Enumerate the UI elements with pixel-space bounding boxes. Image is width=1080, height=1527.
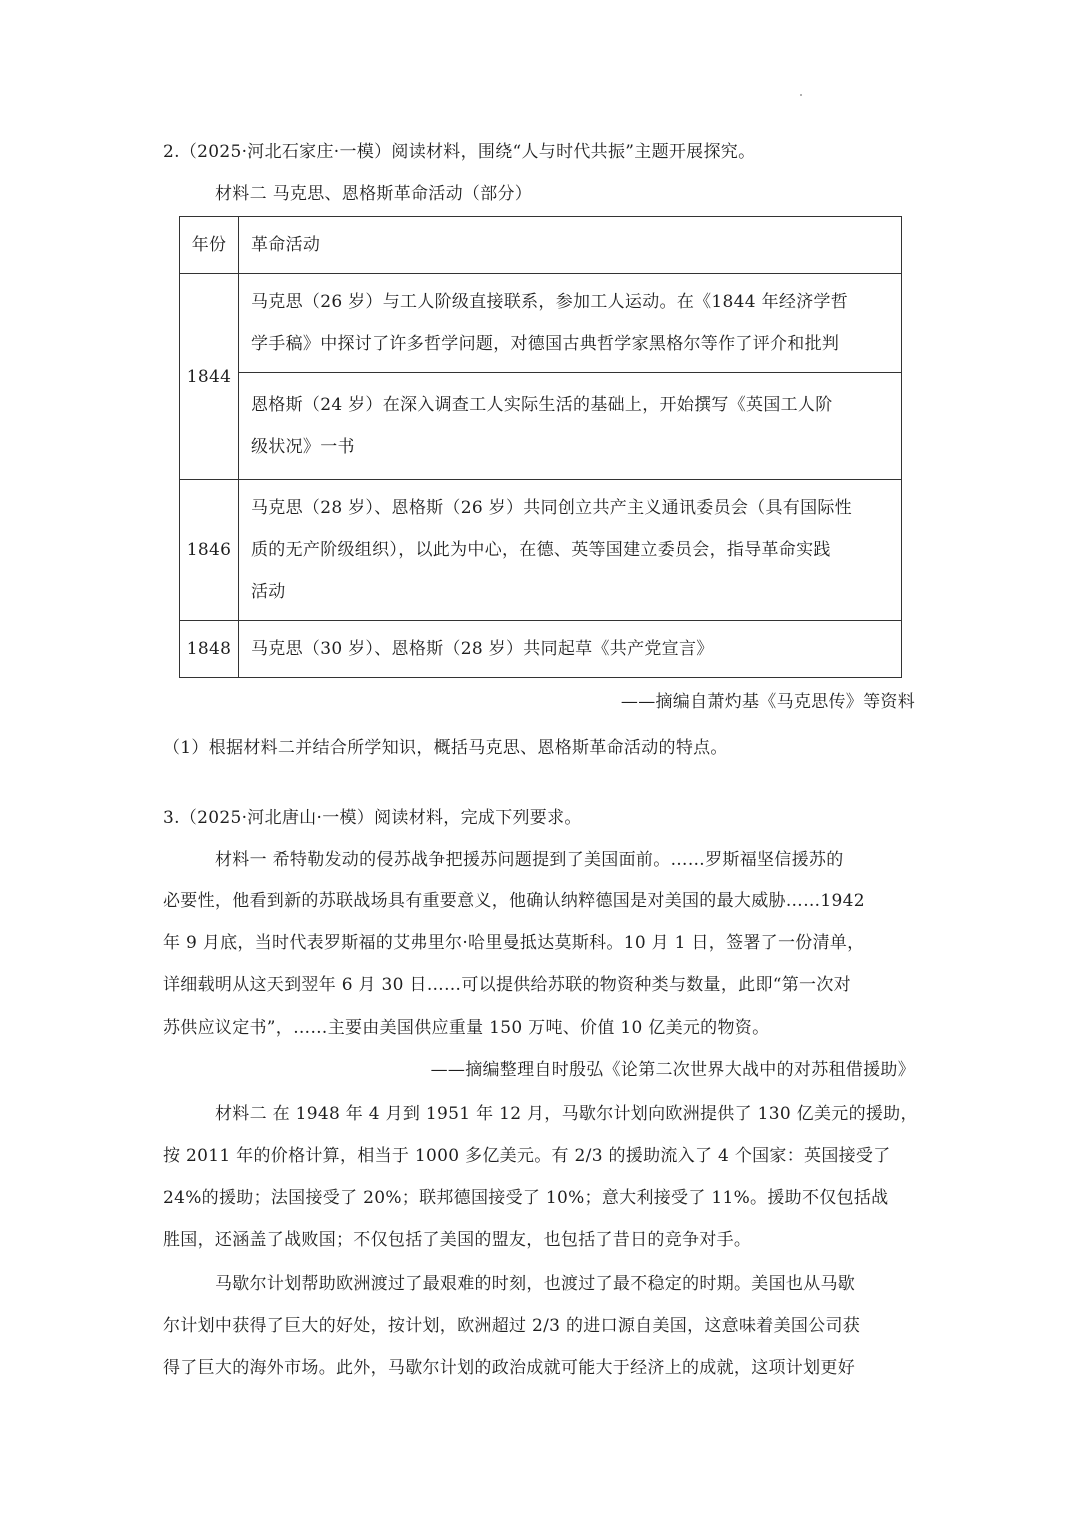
- q3-material2-line: 胜国，还涵盖了战败国；不仅包括了美国的盟友，也包括了昔日的竞争对手。: [163, 1230, 752, 1250]
- table-header-row: [180, 217, 902, 274]
- q3-stem: 3.（2025·河北唐山·一模）阅读材料，完成下列要求。: [163, 808, 582, 828]
- q2-material-title: 材料二 马克思、恩格斯革命活动（部分）: [215, 184, 533, 204]
- activity-line: 学手稿》中探讨了许多哲学问题，对德国古典哲学家黑格尔等作了评介和批判: [251, 334, 840, 354]
- q3-material2-line: 按 2011 年的价格计算，相当于 1000 多亿美元。有 2/3 的援助流入了 4 个国家：英国接受了: [163, 1146, 891, 1166]
- q3-material2-line: 24%的援助；法国接受了 20%；联邦德国接受了 10%；意大利接受了 11%。援助不仅包括战: [163, 1188, 889, 1208]
- q2-stem: 2.（2025·河北石家庄·一模）阅读材料，围绕“人与时代共振”主题开展探究。: [163, 142, 756, 162]
- q3-material1-line: 年 9 月底，当时代表罗斯福的艾弗里尔·哈里曼抵达莫斯科。10 月 1 日，签署了一份清单，: [163, 933, 865, 953]
- q3-material2-para2-line: 马歇尔计划帮助欧洲渡过了最艰难的时刻，也渡过了最不稳定的时期。美国也从马歇: [215, 1274, 856, 1294]
- row-year-1844: 1844: [180, 274, 239, 480]
- activity-line: 马克思（28 岁）、恩格斯（26 岁）共同创立共产主义通讯委员会（具有国际性: [251, 498, 852, 518]
- row-year-1848: 1848: [180, 621, 239, 678]
- activity-line: 级状况》一书: [251, 437, 355, 457]
- header-activity: 革命活动: [239, 217, 902, 274]
- q3-material2-para2-line: 得了巨大的海外市场。此外，马歇尔计划的政治成就可能大于经济上的成就，这项计划更好: [163, 1358, 855, 1378]
- activity-line: 马克思（26 岁）与工人阶级直接联系，参加工人运动。在《1844 年经济学哲: [251, 292, 849, 312]
- row-activity: [239, 621, 902, 678]
- q3-material2-para2-line: 尔计划中获得了巨大的好处，按计划，欧洲超过 2/3 的进口源自美国，这意味着美国公司获: [163, 1316, 861, 1336]
- row-activity: [239, 480, 902, 621]
- q3-material1-line: 详细载明从这天到翌年 6 月 30 日……可以提供给苏联的物资种类与数量，此即“第一次对: [163, 975, 851, 995]
- activity-line: 活动: [251, 582, 286, 602]
- activity-line: 质的无产阶级组织），以此为中心，在德、英等国建立委员会，指导革命实践: [251, 540, 831, 560]
- row-activity: [239, 274, 902, 373]
- q2-question-1: （1）根据材料二并结合所学知识，概括马克思、恩格斯革命活动的特点。: [163, 738, 728, 758]
- q3-material1-line: 材料一 希特勒发动的侵苏战争把援苏问题提到了美国面前。……罗斯福坚信援苏的: [215, 850, 844, 870]
- q3-material2-line: 材料二 在 1948 年 4 月到 1951 年 12 月，马歇尔计划向欧洲提供了 130 亿美元的援助，: [215, 1104, 918, 1124]
- revolutionary-activities-table: [179, 216, 902, 678]
- row-activity: [239, 373, 902, 480]
- scan-speck: [800, 94, 802, 96]
- activity-line: 马克思（30 岁）、恩格斯（28 岁）共同起草《共产党宣言》: [251, 639, 714, 659]
- q3-material1-line: 必要性，他看到新的苏联战场具有重要意义，他确认纳粹德国是对美国的最大威胁……1942: [163, 891, 865, 911]
- table-row: [180, 274, 902, 373]
- table-row: [180, 373, 902, 480]
- q3-material1-line: 苏供应议定书”，……主要由美国供应重量 150 万吨、价值 10 亿美元的物资。: [163, 1018, 770, 1038]
- q2-source: ——摘编自萧灼基《马克思传》等资料: [620, 692, 915, 712]
- activity-line: 恩格斯（24 岁）在深入调查工人实际生活的基础上，开始撰写《英国工人阶: [251, 395, 833, 415]
- table-row: [180, 480, 902, 621]
- header-year: 年份: [180, 217, 239, 274]
- q3-material1-source: ——摘编整理自时殷弘《论第二次世界大战中的对苏租借援助》: [430, 1060, 915, 1080]
- row-year-1846: 1846: [180, 480, 239, 621]
- table-row: [180, 621, 902, 678]
